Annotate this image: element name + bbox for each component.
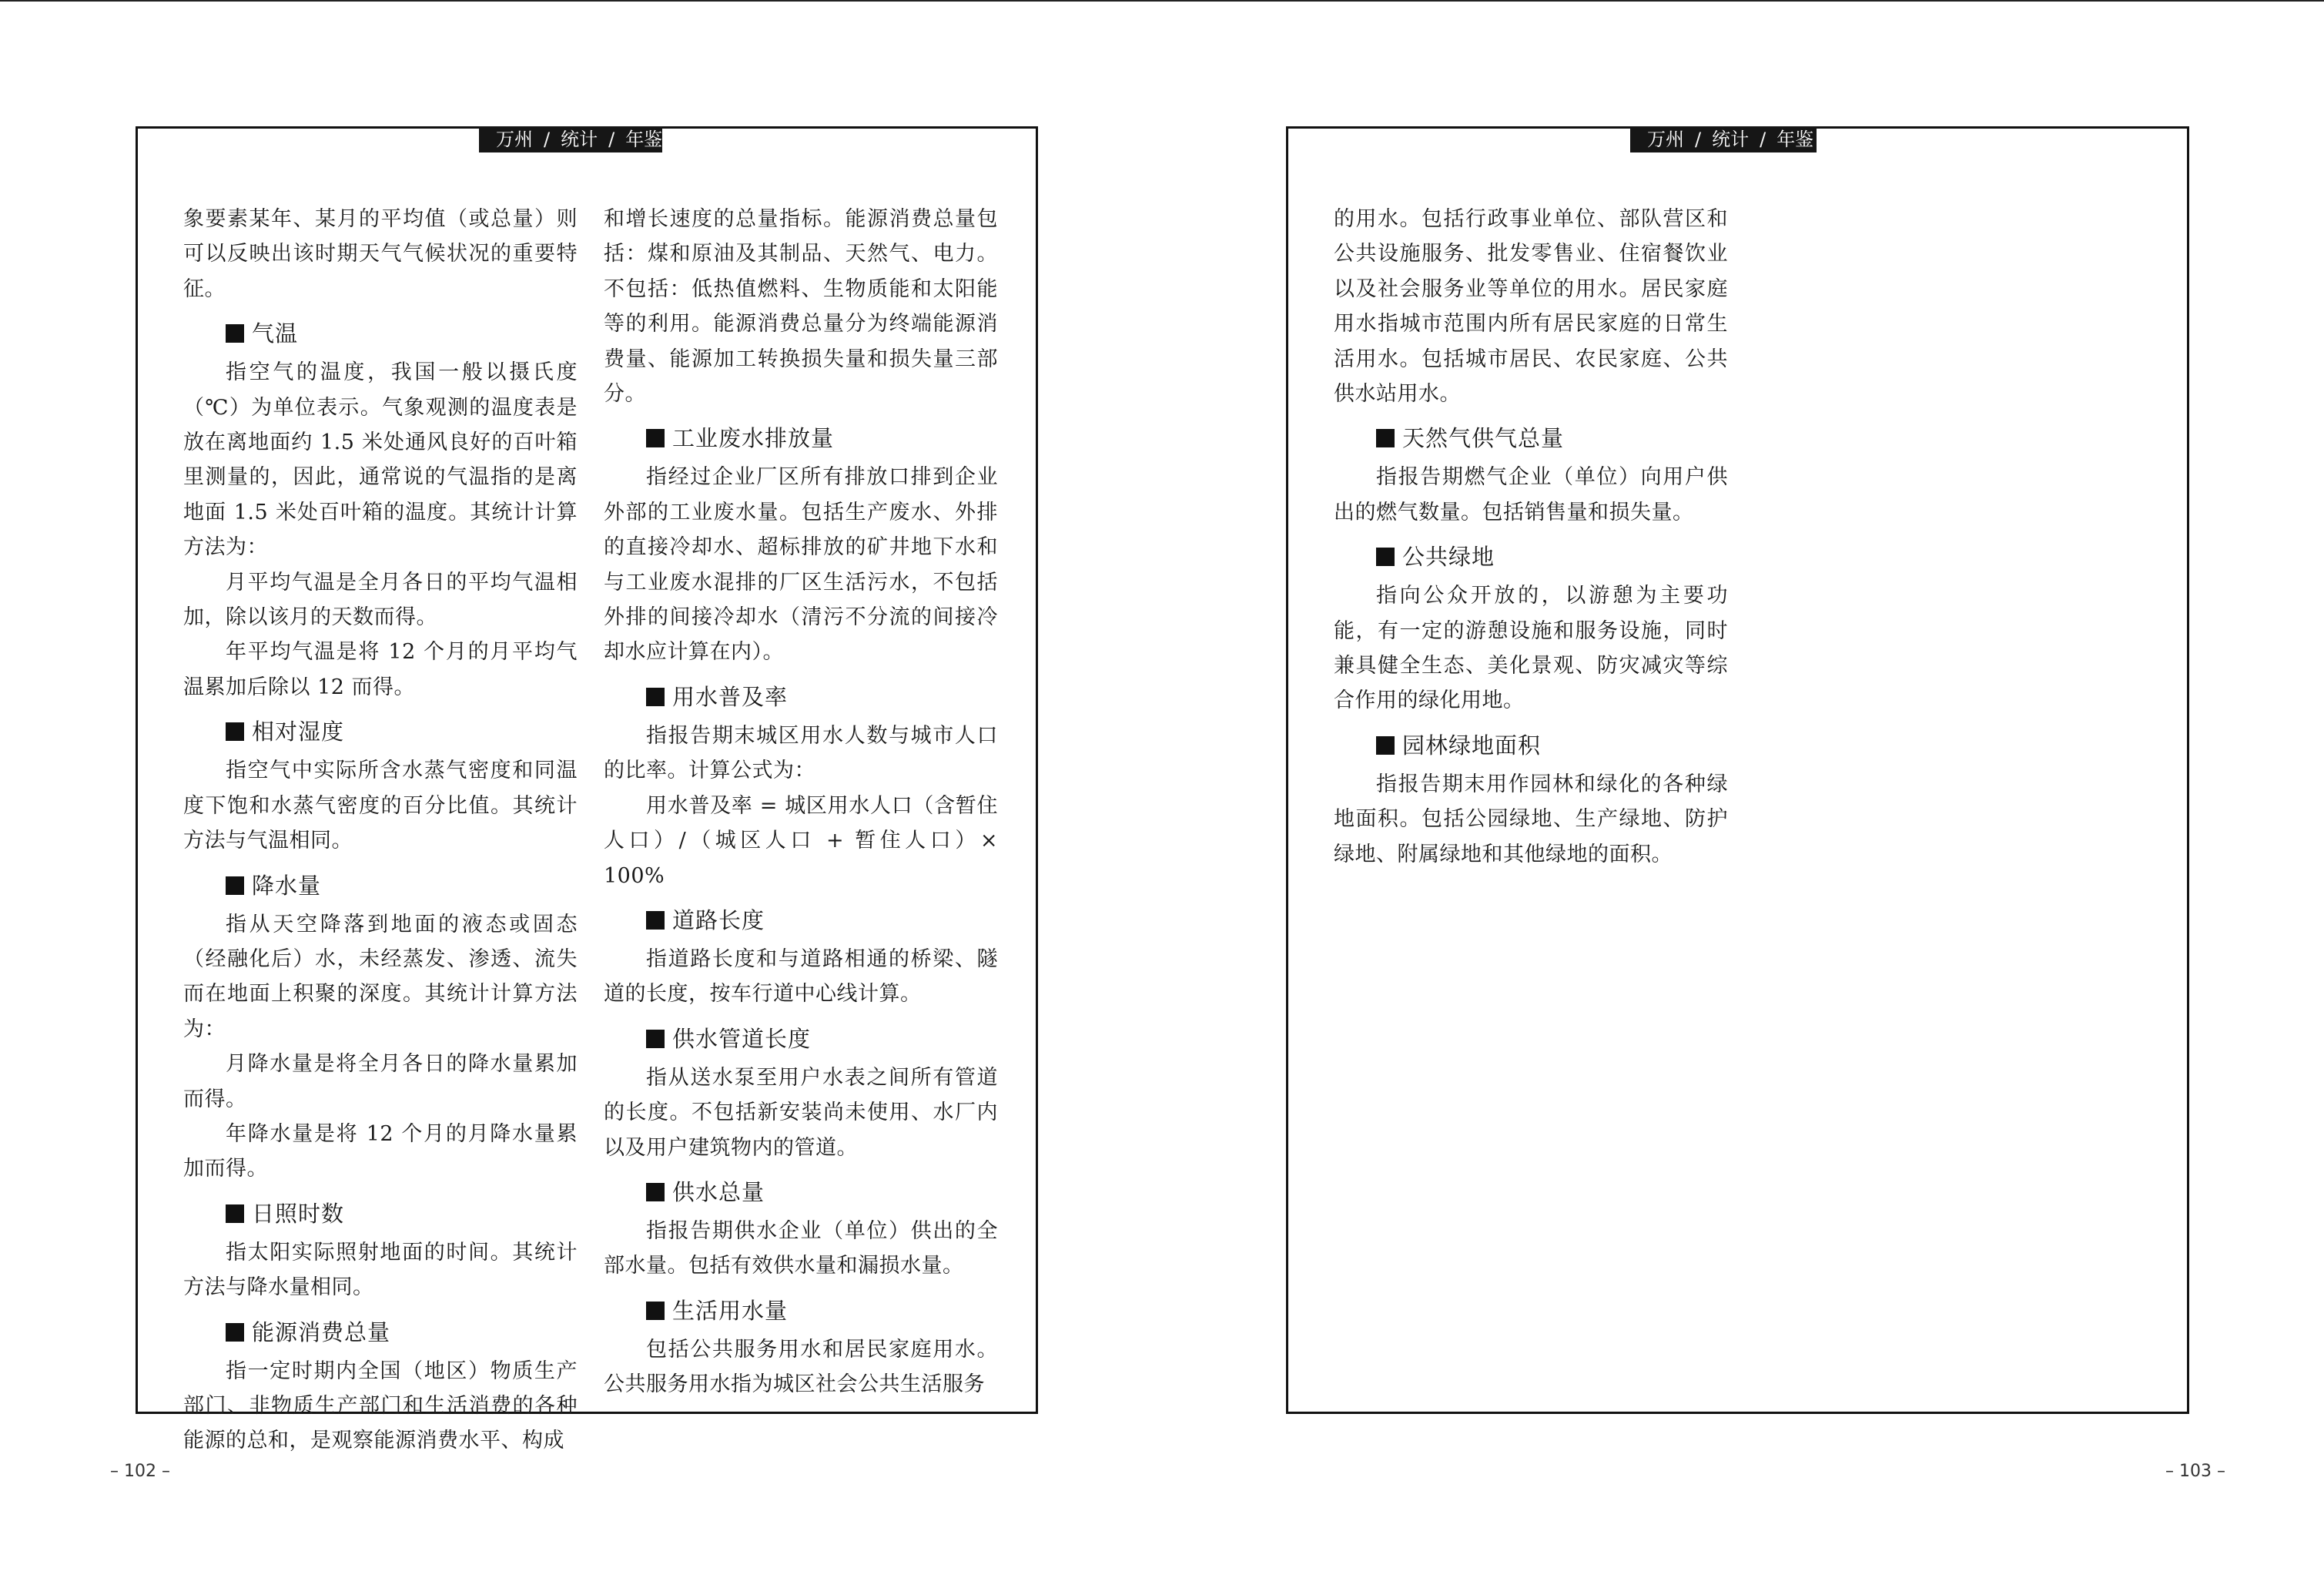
header-part: 年鉴 [1776, 129, 1814, 150]
section-heading [183, 317, 578, 351]
running-header-left [479, 126, 662, 152]
section-heading [183, 715, 578, 749]
section-heading [604, 1022, 998, 1057]
section-heading-text: 供水总量 [672, 1178, 765, 1205]
square-bullet-icon [646, 688, 665, 706]
body-paragraph: 包括公共服务用水和居民家庭用水。公共服务用水指为城区社会公共生活服务 [604, 1337, 998, 1397]
header-separator: / [544, 129, 551, 150]
square-bullet-icon [226, 1204, 244, 1223]
body-paragraph: 指一定时期内全国（地区）物质生产部门、非物质生产部门和生活消费的各种能源的总和，是观察能源消费水平、构成 [183, 1359, 578, 1453]
square-bullet-icon [1376, 548, 1395, 566]
square-bullet-icon [1376, 736, 1395, 755]
square-bullet-icon [646, 1302, 665, 1320]
body-paragraph: 象要素某年、某月的平均值（或总量）则可以反映出该时期天气气候状况的重要特征。 [183, 207, 578, 301]
square-bullet-icon [646, 1030, 665, 1048]
section-heading-text: 气温 [252, 320, 299, 347]
body-paragraph: 年平均气温是将 12 个月的月平均气温累加后除以 12 而得。 [183, 640, 578, 699]
section-heading-text: 相对湿度 [252, 719, 345, 745]
left-page-column-2 [604, 202, 998, 1402]
left-page-column-1 [183, 202, 578, 1459]
body-paragraph: 指报告期供水企业（单位）供出的全部水量。包括有效供水量和漏损水量。 [604, 1218, 998, 1278]
section-heading-text: 能源消费总量 [252, 1318, 391, 1345]
body-paragraph: 指报告期末用作园林和绿化的各种绿地面积。包括公园绿地、生产绿地、防护绿地、附属绿地和其他绿地的面积。 [1334, 772, 1728, 866]
body-paragraph: 指空气中实际所含水蒸气密度和同温度下饱和水蒸气密度的百分比值。其统计方法与气温相同。 [183, 759, 578, 853]
square-bullet-icon [226, 722, 244, 741]
running-header-right [1630, 126, 1817, 152]
section-heading [183, 1315, 578, 1350]
body-paragraph: 指从送水泵至用户水表之间所有管道的长度。不包括新安装尚未使用、水厂内以及用户建筑物内的管道。 [604, 1065, 998, 1160]
square-bullet-icon [646, 429, 665, 447]
header-separator: / [1760, 129, 1766, 150]
square-bullet-icon [1376, 429, 1395, 447]
section-heading-text: 工业废水排放量 [672, 425, 835, 452]
body-paragraph: 指向公众开放的，以游憩为主要功能，有一定的游憩设施和服务设施，同时兼具健全生态、美化景观、防灾减灾等综合作用的绿化用地。 [1334, 584, 1728, 713]
body-paragraph: 指道路长度和与道路相通的桥梁、隧道的长度，按车行道中心线计算。 [604, 946, 998, 1007]
square-bullet-icon [646, 1183, 665, 1201]
body-paragraph: 指空气的温度，我国一般以摄氏度（℃）为单位表示。气象观测的温度表是放在离地面约 1.5 米处通风良好的百叶箱里测量的，因此，通常说的气温指的是离地面 1.5 米处百叶箱的温度。其统计计算方法为： [183, 360, 578, 560]
header-part: 万州 [496, 129, 533, 150]
header-part: 万州 [1647, 129, 1684, 150]
section-heading-text: 供水管道长度 [672, 1025, 812, 1052]
header-part: 年鉴 [625, 129, 663, 150]
section-heading-text: 道路长度 [672, 906, 765, 933]
section-heading [1334, 421, 1728, 456]
section-heading [604, 1294, 998, 1328]
section-heading-text: 生活用水量 [672, 1297, 789, 1324]
body-paragraph: 指从天空降落到地面的液态或固态（经融化后）水，未经蒸发、渗透、流失而在地面上积聚的深度。其统计计算方法为： [183, 912, 578, 1041]
body-paragraph: 指太阳实际照射地面的时间。其统计方法与降水量相同。 [183, 1240, 578, 1300]
section-heading-text: 用水普及率 [672, 683, 789, 710]
body-paragraph: 指经过企业厂区所有排放口排到企业外部的工业废水量。包括生产废水、外排的直接冷却水、超标排放的矿井地下水和与工业废水混排的厂区生活污水，不包括外排的间接冷却水（清污不分流的间接冷却水应计算在内）。 [604, 465, 998, 665]
body-paragraph: 年降水量是将 12 个月的月降水量累加而得。 [183, 1121, 578, 1181]
body-paragraph: 月降水量是将全月各日的降水量累加而得。 [183, 1052, 578, 1111]
section-heading [1334, 729, 1728, 763]
section-heading [604, 421, 998, 456]
header-part: 统计 [561, 129, 598, 150]
left-page-frame [136, 126, 1038, 1453]
square-bullet-icon [226, 876, 244, 895]
page-number-left: – 102 – [110, 1462, 170, 1481]
section-heading [183, 1197, 578, 1231]
square-bullet-icon [646, 911, 665, 930]
top-rule [0, 0, 2324, 2]
section-heading [604, 1175, 998, 1210]
section-heading-text: 公共绿地 [1402, 544, 1495, 571]
section-heading [604, 680, 998, 715]
section-heading [183, 869, 578, 903]
section-heading [604, 903, 998, 938]
header-separator: / [1695, 129, 1702, 150]
section-heading [1334, 540, 1728, 575]
square-bullet-icon [226, 324, 244, 343]
header-part: 统计 [1712, 129, 1750, 150]
page-number-right: – 103 – [2165, 1462, 2225, 1481]
body-paragraph: 用水普及率 = 城区用水人口（含暂住人口）/（城区人口 + 暂住人口）× 100% [604, 793, 998, 888]
right-page-frame [1286, 126, 2189, 1414]
body-paragraph: 的用水。包括行政事业单位、部队营区和公共设施服务、批发零售业、住宿餐饮业以及社会服务业等单位的用水。居民家庭用水指城市范围内所有居民家庭的日常生活用水。包括城市居民、农民家庭、公共供水站用水。 [1334, 207, 1728, 407]
body-paragraph: 指报告期末城区用水人数与城市人口的比率。计算公式为： [604, 723, 998, 783]
section-heading-text: 园林绿地面积 [1402, 732, 1542, 759]
body-paragraph: 指报告期燃气企业（单位）向用户供出的燃气数量。包括销售量和损失量。 [1334, 465, 1728, 524]
square-bullet-icon [226, 1323, 244, 1342]
right-page-column-1 [1334, 202, 1728, 872]
section-heading-text: 降水量 [252, 872, 322, 899]
section-heading-text: 日照时数 [252, 1200, 345, 1227]
section-heading-text: 天然气供气总量 [1402, 425, 1565, 452]
header-separator: / [608, 129, 615, 150]
body-paragraph: 月平均气温是全月各日的平均气温相加，除以该月的天数而得。 [183, 570, 578, 630]
body-paragraph: 和增长速度的总量指标。能源消费总量包括：煤和原油及其制品、天然气、电力。不包括：低热值燃料、生物质能和太阳能等的利用。能源消费总量分为终端能源消费量、能源加工转换损失量和损失量三部分。 [604, 207, 998, 407]
